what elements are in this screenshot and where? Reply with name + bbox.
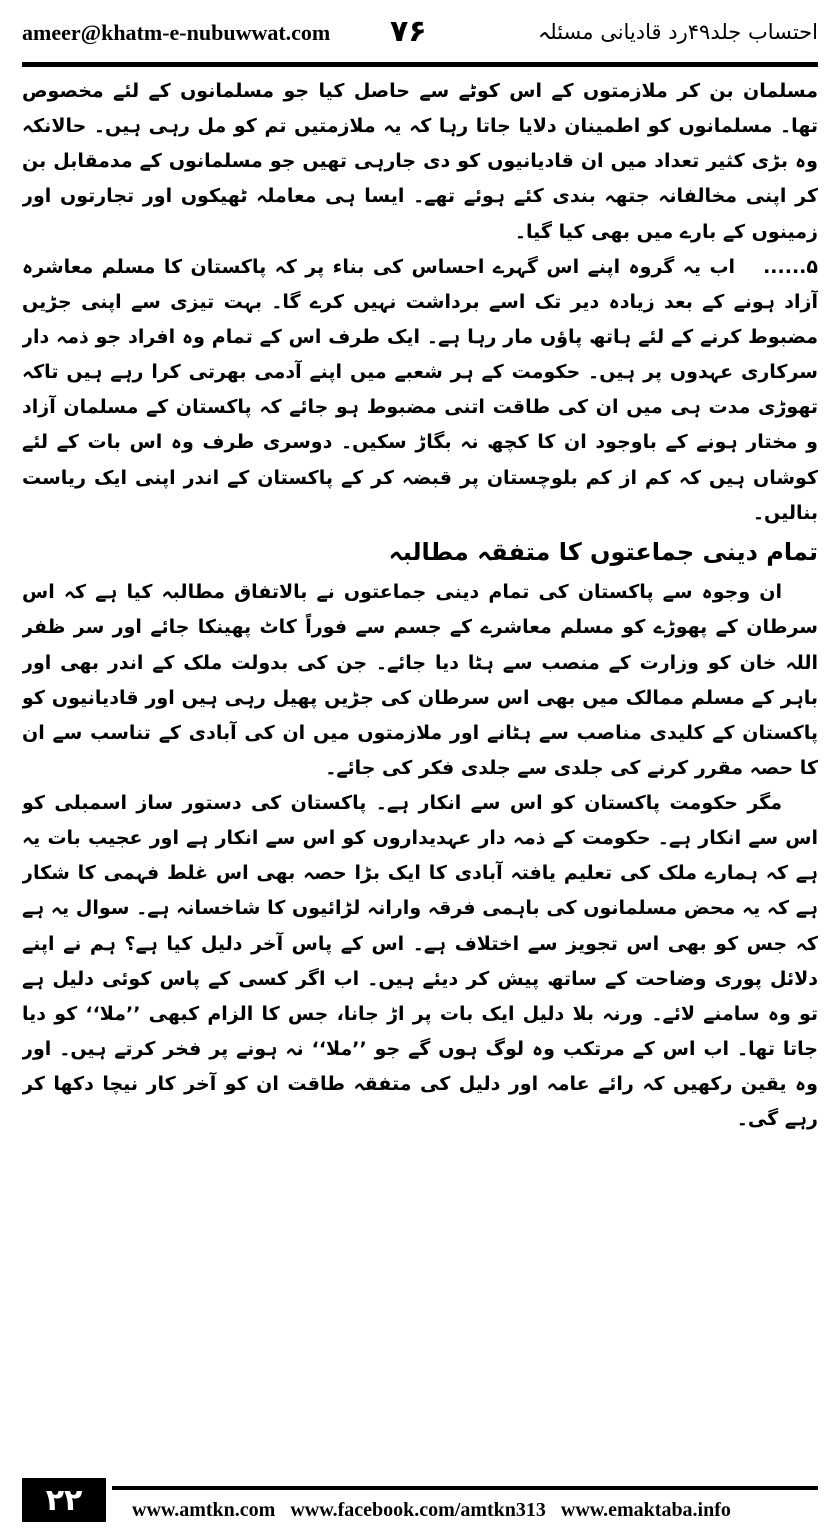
header-rule	[22, 62, 818, 67]
section-heading: تمام دینی جماعتوں کا متفقہ مطالبہ	[388, 537, 818, 566]
paragraph-4: مگر حکومت پاکستان کو اس سے انکار ہے۔ پاکستان کی دستور ساز اسمبلی کو اس سے انکار ہے۔ حکومت کے ذمہ دار عہدیداروں کو اس سے انکار ہے اور عجیب بات یہ ہے کہ ہمارے ملک کی تعلیم یافتہ آبادی کا ایک بڑا حصہ بھی اس غلط فہمی کا شکار ہے کہ یہ محض مسلمانوں کی باہمی فرقہ وارانہ لڑائیوں کا شاخسانہ ہے۔ سوال یہ ہے کہ جس کو بھی اس تجویز سے اختلاف ہے۔ اس کے پاس آخر دلیل کیا ہے؟ ہم نے اپنے دلائل پوری وضاحت کے ساتھ پیش کر دیئے ہیں۔ اب اگر کسی کے پاس کوئی دلیل ہے تو وہ سامنے لائے۔ ورنہ بلا دلیل ایک بات پر اڑ جانا، جس کا الزام کبھی ’’ملا‘‘ کو دیا جاتا تھا۔ اب اس کے مرتکب وہ لوگ ہوں گے جو ’’ملا‘‘ نہ ہونے پر فخر کرتے ہیں۔ اور وہ یقین رکھیں کہ رائے عامہ اور دلیل کی متفقہ طاقت ان کو آخر کار نیچا دکھا کر رہے گی۔	[22, 792, 818, 1131]
footer-links	[132, 1499, 818, 1522]
paragraph-3: ان وجوہ سے پاکستان کی تمام دینی جماعتوں نے بالاتفاق مطالبہ کیا ہے کہ اس سرطان کے پھوڑے کو مسلم معاشرے کے جسم سے فوراً کاٹ پھینکا جائے اور سر ظفر اللہ خان کو وزارت کے منصب سے ہٹا دیا جائے۔ جن کی بدولت ملک کے اندر بھی اور باہر کے مسلم ممالک میں بھی اس سرطان کی جڑیں پھیل رہی ہیں اور قادیانیوں کو پاکستان کے کلیدی مناصب سے ہٹانے اور ملازمتوں میں ان کی آبادی کے تناسب سے ان کا حصہ مقرر کرنے کی جلدی سے جلدی فکر کی جائے۔	[22, 581, 818, 779]
header-email: ameer@khatm-e-nubuwwat.com	[22, 20, 331, 45]
footer-link[interactable]: www.amtkn.com	[132, 1499, 276, 1521]
header-book-title: احتساب جلد۴۹رد قادیانی مسئلہ	[537, 20, 818, 44]
page-footer	[22, 1472, 818, 1522]
paragraph-2	[22, 250, 818, 531]
paragraph-2-text: اب یہ گروہ اپنے اس گہرے احساس کی بناء پر کہ پاکستان کا مسلم معاشرہ آزاد ہونے کے بعد زیادہ دیر تک اسے برداشت نہیں کرے گا۔ بہت تیزی سے اپنی جڑیں مضبوط کرنے کے لئے ہاتھ پاؤں مار رہا ہے۔ ایک طرف اس کے تمام وہ افراد جو ذمہ دار سرکاری عہدوں پر ہیں۔ حکومت کے ہر شعبے میں اپنے آدمی بھرتی کرا رہے ہیں تاکہ تھوڑی مدت ہی میں ان کی طاقت اتنی مضبوط ہو جائے کہ پاکستان کے مسلمان آزاد و مختار ہونے کے باوجود ان کا کچھ نہ بگاڑ سکیں۔ دوسری طرف وہ اس بات کے لئے کوشاں ہیں کہ کم از کم بلوچستان پر قبضہ کر کے پاکستان کے اندر اپنی ایک ریاست بنالیں۔	[22, 255, 818, 524]
page-body	[22, 74, 818, 1470]
page-header	[22, 14, 818, 56]
footer-link[interactable]: www.emaktaba.info	[560, 1499, 731, 1521]
footer-page-number: ۲۲	[22, 1478, 106, 1522]
footer-link[interactable]: www.facebook.com/amtkn313	[290, 1499, 546, 1521]
header-page-number: ۷۶	[390, 14, 427, 49]
footer-rule	[112, 1486, 818, 1490]
paragraph-1: مسلمان بن کر ملازمتوں کے اس کوٹے سے حاصل کیا جو مسلمانوں کے لئے مخصوص تھا۔ مسلمانوں کو اطمینان دلایا جاتا رہا کہ یہ ملازمتیں تم کو مل رہی ہیں۔ حالانکہ وہ بڑی کثیر تعداد میں ان قادیانیوں کو دی جارہی تھیں جو مسلمانوں کے مدمقابل بن کر اپنی مخالفانہ جتھہ بندی کئے ہوئے تھے۔ ایسا ہی معاملہ ٹھیکوں اور تجارتوں اور زمینوں کے بارے میں بھی کیا گیا۔	[22, 80, 818, 243]
paragraph-2-number: ۵......	[763, 255, 818, 278]
